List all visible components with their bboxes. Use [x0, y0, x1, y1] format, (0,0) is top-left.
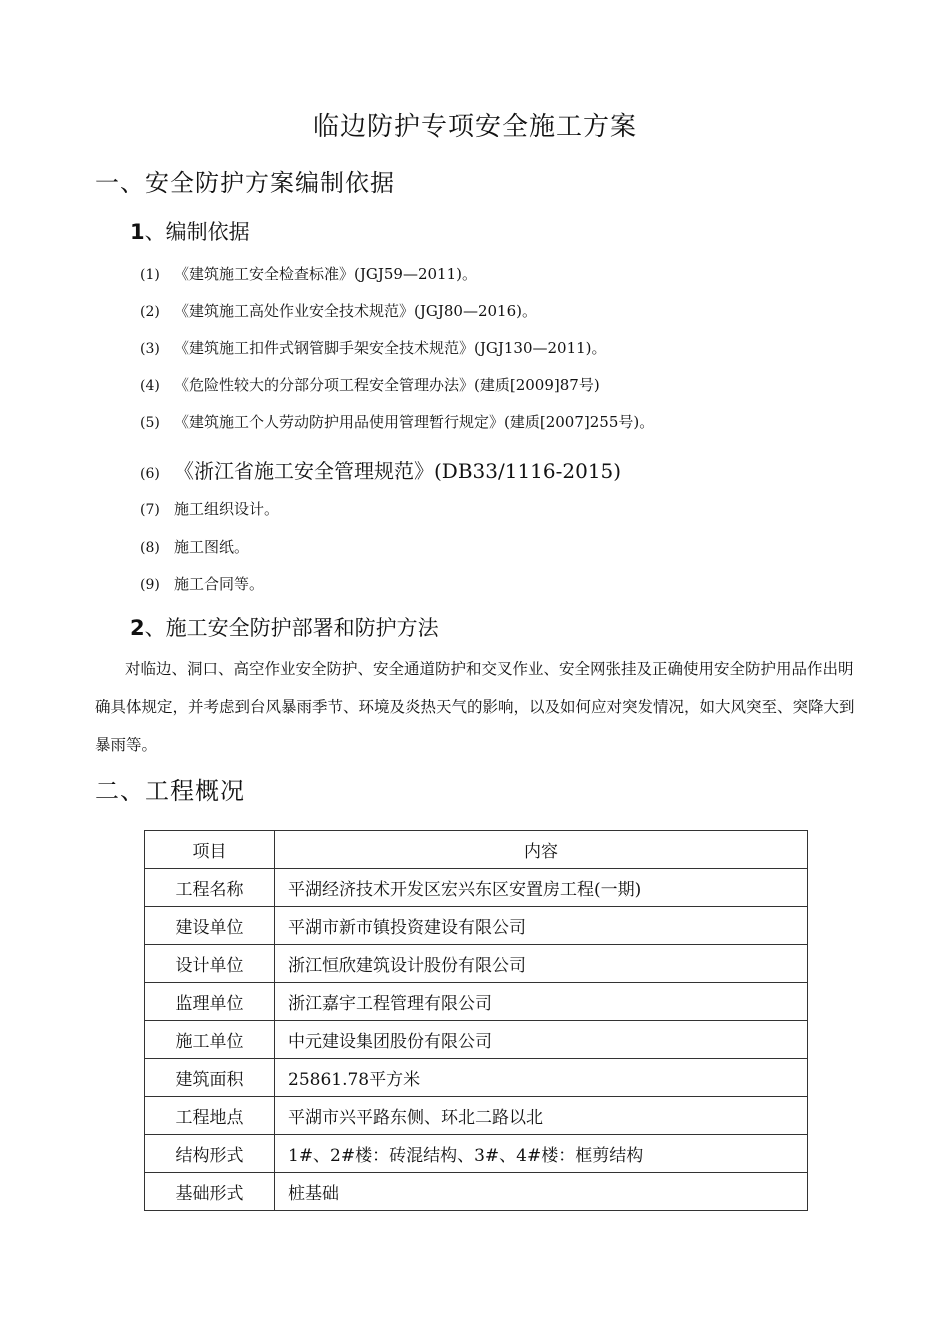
section2-heading: 二、工程概况 — [95, 777, 245, 805]
protection-method-paragraph: 对临边、洞口、高空作业安全防护、安全通道防护和交叉作业、安全网张挂及正确使用安全防护用品作出明确具体规定，并考虑到台风暴雨季节、环境及炎热天气的影响，以及如何应对突发情况，如大风突至、突降大到暴雨等。 — [95, 660, 855, 754]
table-header-content: 内容 — [275, 831, 808, 869]
reference-index: (7) — [140, 502, 160, 518]
table-row — [145, 869, 808, 907]
reference-index: (9) — [140, 577, 160, 593]
table-row — [145, 945, 808, 983]
table-row — [145, 1021, 808, 1059]
reference-item-4 — [140, 374, 600, 395]
table-header-item: 项目 — [145, 831, 275, 869]
reference-index: (2) — [140, 304, 160, 320]
table-cell-item: 工程名称 — [145, 869, 275, 907]
reference-index: (1) — [140, 267, 160, 283]
table-cell-item: 建筑面积 — [145, 1059, 275, 1097]
table-row — [145, 1135, 808, 1173]
subsection1-heading — [130, 216, 250, 246]
table-cell-content: 浙江恒欣建筑设计股份有限公司 — [275, 945, 808, 983]
reference-text: 《建筑施工个人劳动防护用品使用管理暂行规定》(建质[2007]255号)。 — [174, 413, 655, 431]
reference-text: 《危险性较大的分部分项工程安全管理办法》(建质[2009]87号) — [174, 376, 600, 394]
reference-text: 施工组织设计。 — [174, 500, 280, 518]
table-header-row — [145, 831, 808, 869]
table-cell-item: 工程地点 — [145, 1097, 275, 1135]
reference-item-6 — [140, 455, 621, 484]
reference-item-5 — [140, 411, 654, 432]
table-cell-content: 中元建设集团股份有限公司 — [275, 1021, 808, 1059]
reference-index: (8) — [140, 540, 160, 556]
table-cell-item: 设计单位 — [145, 945, 275, 983]
reference-text: 《建筑施工扣件式钢管脚手架安全技术规范》(JGJ130—2011)。 — [174, 339, 607, 357]
subsection2-label: 、施工安全防护部署和防护方法 — [144, 616, 439, 640]
subsection2-number: 2 — [130, 616, 145, 640]
reference-index: (6) — [140, 466, 160, 482]
table-cell-item: 结构形式 — [145, 1135, 275, 1173]
table-cell-item: 监理单位 — [145, 983, 275, 1021]
reference-text: 《浙江省施工安全管理规范》(DB33/1116-2015) — [174, 459, 622, 483]
table-cell-content: 平湖市兴平路东侧、环北二路以北 — [275, 1097, 808, 1135]
reference-text: 施工图纸。 — [174, 538, 250, 556]
reference-index: (5) — [140, 415, 160, 431]
reference-text: 《建筑施工安全检查标准》(JGJ59—2011)。 — [174, 265, 477, 283]
reference-item-8 — [140, 536, 249, 557]
table-cell-content: 平湖经济技术开发区宏兴东区安置房工程(一期) — [275, 869, 808, 907]
reference-text: 施工合同等。 — [174, 575, 265, 593]
table-cell-content: 25861.78平方米 — [275, 1059, 808, 1097]
table-row — [145, 1173, 808, 1211]
table-row — [145, 983, 808, 1021]
subsection1-label: 、编制依据 — [144, 220, 250, 244]
table-cell-content: 浙江嘉宇工程管理有限公司 — [275, 983, 808, 1021]
table-cell-item: 建设单位 — [145, 907, 275, 945]
reference-index: (4) — [140, 378, 160, 394]
reference-text: 《建筑施工高处作业安全技术规范》(JGJ80—2016)。 — [174, 302, 537, 320]
table-cell-content: 1#、2#楼：砖混结构、3#、4#楼：框剪结构 — [275, 1135, 808, 1173]
subsection1-number: 1 — [130, 220, 145, 244]
subsection2-heading — [130, 612, 439, 642]
project-overview-table — [144, 830, 808, 1211]
section1-heading: 一、安全防护方案编制依据 — [95, 169, 395, 197]
reference-item-3 — [140, 337, 607, 358]
table-cell-item: 施工单位 — [145, 1021, 275, 1059]
reference-index: (3) — [140, 341, 160, 357]
reference-item-1 — [140, 263, 477, 284]
document-title: 临边防护专项安全施工方案 — [312, 112, 637, 142]
table-row — [145, 907, 808, 945]
table-cell-content: 平湖市新市镇投资建设有限公司 — [275, 907, 808, 945]
table-row — [145, 1097, 808, 1135]
table-row — [145, 1059, 808, 1097]
reference-item-9 — [140, 573, 264, 594]
reference-item-7 — [140, 498, 279, 519]
table-cell-item: 基础形式 — [145, 1173, 275, 1211]
table-cell-content: 桩基础 — [275, 1173, 808, 1211]
reference-item-2 — [140, 300, 537, 321]
